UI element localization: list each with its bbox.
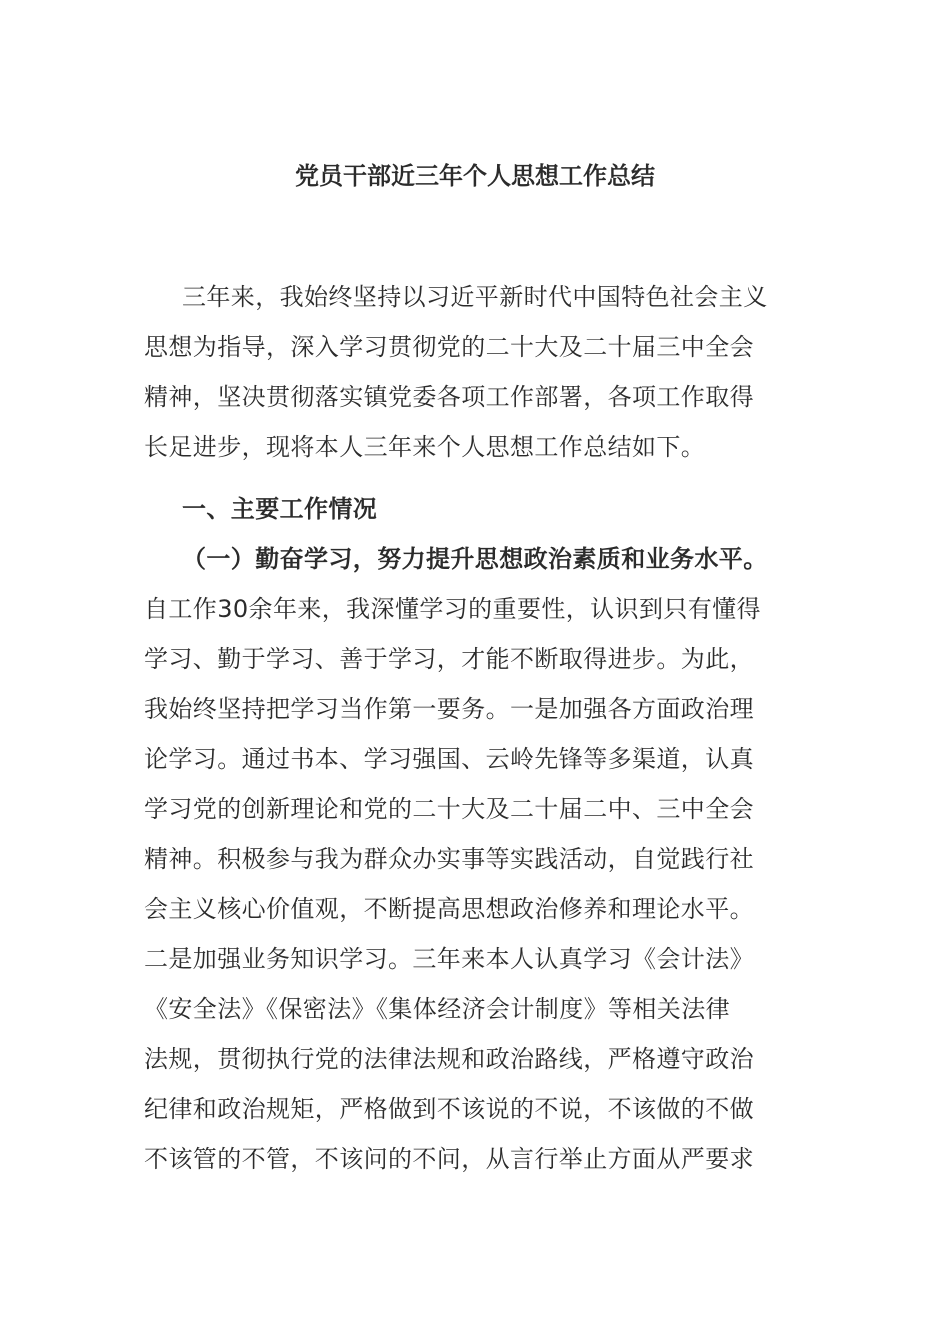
subheading: （一）勤奋学习，努力提升思想政治素质和业务水平。 <box>182 545 768 573</box>
intro-line: 三年来，我始终坚持以习近平新时代中国特色社会主义 <box>182 283 768 311</box>
body-line: 学习党的创新理论和党的二十大及二十届二中、三中全会 <box>144 795 754 823</box>
body-line: 不该管的不管，不该问的不问，从言行举止方面从严要求 <box>144 1145 754 1173</box>
intro-line: 长足进步，现将本人三年来个人思想工作总结如下。 <box>144 433 706 461</box>
section-heading: 一、主要工作情况 <box>182 495 378 523</box>
body-line: 会主义核心价值观，不断提高思想政治修养和理论水平。 <box>144 895 754 923</box>
body-line: 论学习。通过书本、学习强国、云岭先锋等多渠道，认真 <box>144 745 754 773</box>
body-line: 纪律和政治规矩，严格做到不该说的不说，不该做的不做 <box>144 1095 754 1123</box>
body-line: 我始终坚持把学习当作第一要务。一是加强各方面政治理 <box>144 695 754 723</box>
body-line: 自工作30余年来，我深懂学习的重要性，认识到只有懂得 <box>144 595 761 623</box>
body-line: 学习、勤于学习、善于学习，才能不断取得进步。为此， <box>144 645 754 673</box>
body-line: 《安全法》《保密法》《集体经济会计制度》等相关法律 <box>144 995 730 1023</box>
intro-line: 思想为指导，深入学习贯彻党的二十大及二十届三中全会 <box>144 333 754 361</box>
body-line: 二是加强业务知识学习。三年来本人认真学习《会计法》 <box>144 945 754 973</box>
document-title: 党员干部近三年个人思想工作总结 <box>295 162 655 190</box>
intro-line: 精神，坚决贯彻落实镇党委各项工作部署，各项工作取得 <box>144 383 754 411</box>
body-line: 法规，贯彻执行党的法律法规和政治路线，严格遵守政治 <box>144 1045 754 1073</box>
body-line: 精神。积极参与我为群众办实事等实践活动，自觉践行社 <box>144 845 754 873</box>
document-body <box>144 272 810 1184</box>
